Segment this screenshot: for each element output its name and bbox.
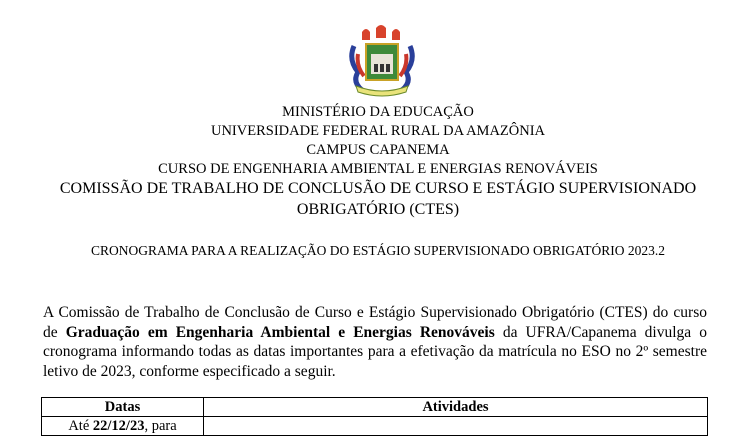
paragraph-course-name: Graduação em Engenharia Ambiental e Energias Renováveis: [65, 323, 495, 341]
column-header-dates: Datas: [42, 398, 204, 417]
commission-line-2: OBRIGATÓRIO (CTES): [296, 201, 460, 218]
paragraph-text-1: A Comissão de Trabalho de Conclusão de Curso e Estágio Supervisionado Obrigatório (CTES) do curso de: [43, 304, 707, 341]
table-header-row: [42, 398, 708, 417]
date-cell: [42, 417, 204, 436]
paragraph-text-2: da UFRA/Capanema divulga o cronograma informando todas as datas importantes para a efetivação da matrícula no ESO no 2º semestre letivo de 2023, conforme especificado a seguir.: [43, 323, 707, 381]
document-title: CRONOGRAMA PARA A REALIZAÇÃO DO ESTÁGIO SUPERVISIONADO OBRIGATÓRIO 2023.2: [90, 243, 666, 258]
intro-paragraph: [43, 303, 707, 382]
column-header-activities: Atividades: [204, 398, 708, 417]
table-row: [42, 417, 708, 436]
header-line-campus: CAMPUS CAPANEMA: [306, 142, 450, 158]
date-prefix: Até: [68, 418, 93, 434]
schedule-table: [41, 397, 708, 436]
commission-line-1: COMISSÃO DE TRABALHO DE CONCLUSÃO DE CURSO E ESTÁGIO SUPERVISIONADO: [59, 180, 697, 197]
university-emblem: [348, 24, 416, 102]
header-line-university: UNIVERSIDADE FEDERAL RURAL DA AMAZÔNIA: [210, 123, 546, 139]
date-value: 22/12/23: [92, 418, 145, 434]
header-line-course: CURSO DE ENGENHARIA AMBIENTAL E ENERGIAS RENOVÁVEIS: [158, 161, 598, 177]
date-suffix: , para: [144, 418, 177, 434]
header-line-ministry: MINISTÉRIO DA EDUCAÇÃO: [282, 104, 474, 120]
activity-cell: [204, 417, 708, 436]
